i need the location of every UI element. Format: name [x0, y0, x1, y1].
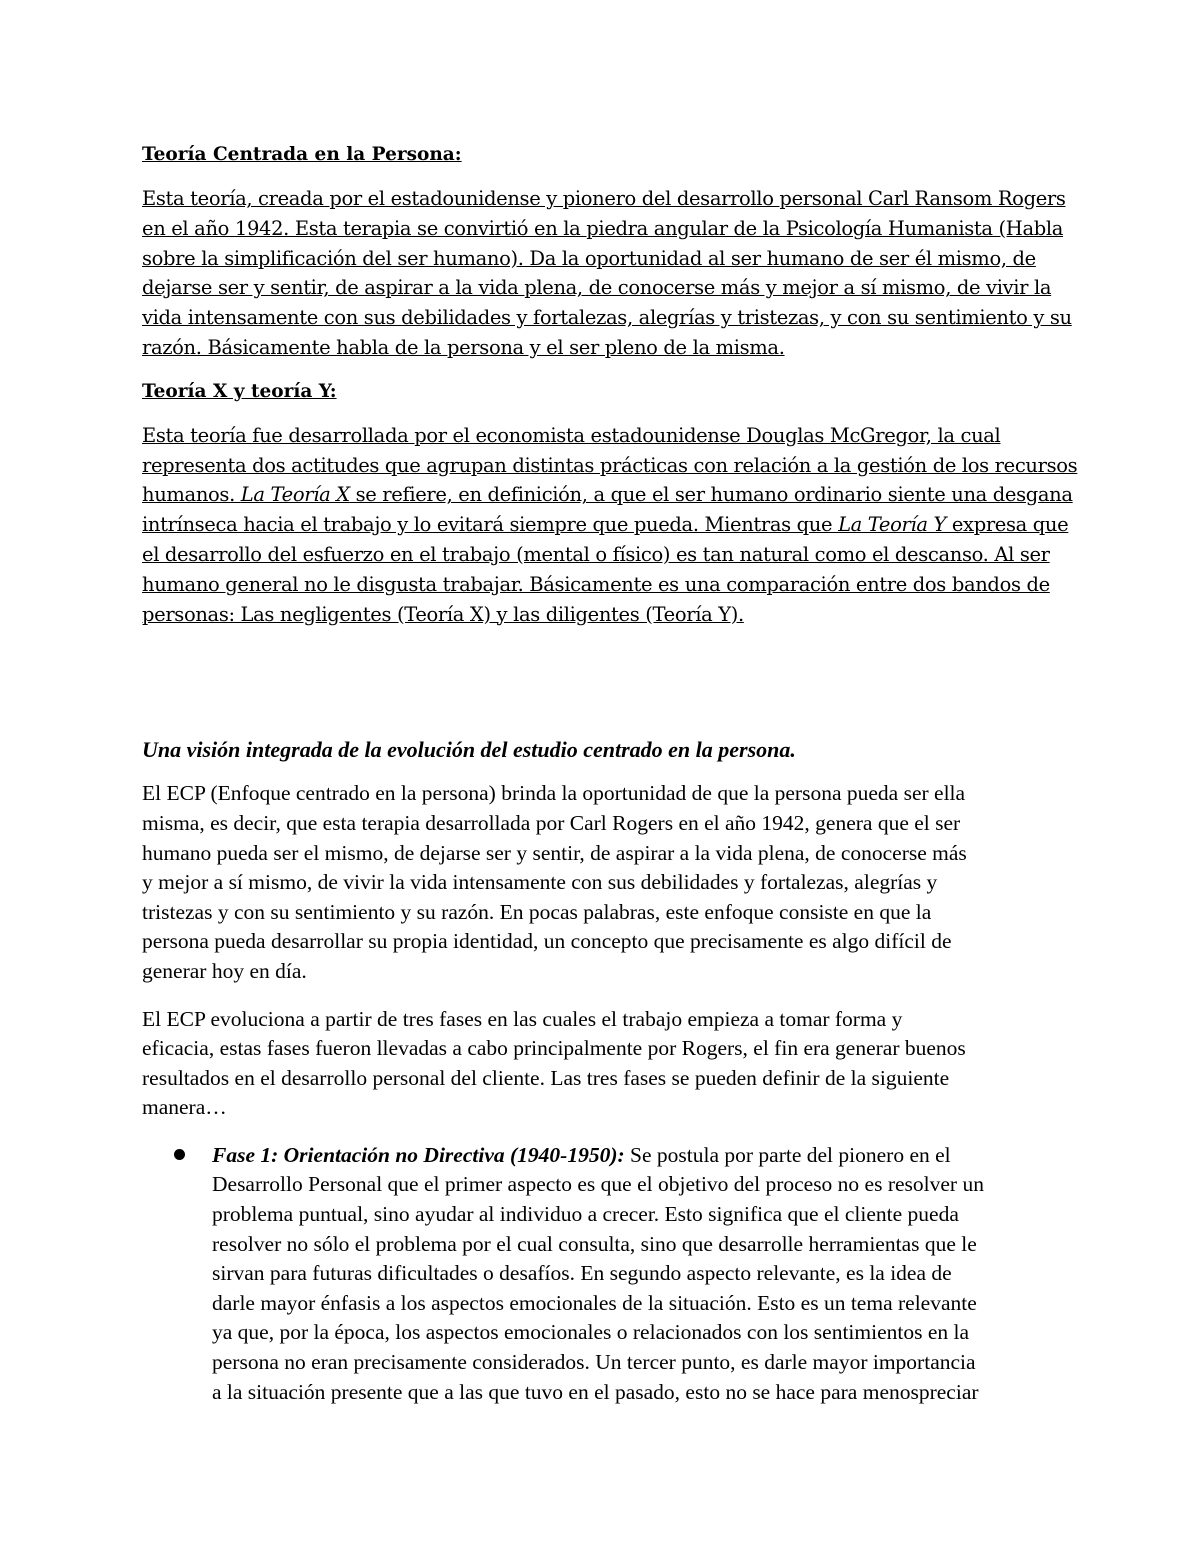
text-fragment: se refiere, en definición, a que el ser humano ordinario siente una desgana — [349, 483, 1073, 507]
emphasis-teoria-x: La Teoría X — [240, 483, 350, 507]
text-line: misma, es decir, que esta terapia desarrollada por Carl Rogers en el año 1942, genera que el ser — [142, 810, 961, 835]
text-line: darle mayor énfasis a los aspectos emocionales de la situación. Esto es un tema relevante — [212, 1290, 977, 1315]
text-line: tristezas y con su sentimiento y su razón. En pocas palabras, este enfoque consiste en que la — [142, 899, 932, 924]
emphasis-teoria-y: La Teoría Y — [838, 513, 947, 537]
text-line: El ECP (Enfoque centrado en la persona) brinda la oportunidad de que la persona pueda ser ella — [142, 781, 966, 806]
text-line: persona no eran precisamente considerados. Un tercer punto, es darle mayor importancia — [212, 1350, 976, 1375]
text-line: sirvan para futuras dificultades o desafíos. En segundo aspecto relevante, es la idea de — [212, 1261, 952, 1286]
text-line: razón. Básicamente habla de la persona y el ser pleno de la misma. — [142, 335, 785, 359]
text-line: ya que, por la época, los aspectos emocionales o relacionados con los sentimientos en la — [212, 1320, 970, 1345]
text-fragment: humanos. — [142, 483, 241, 507]
phase-1-title: Fase 1: Orientación no Directiva (1940-1950): — [212, 1142, 625, 1167]
phases-list — [142, 1141, 1062, 1407]
text-line — [142, 480, 1073, 510]
spacer — [142, 643, 1062, 735]
paragraph-teoria-centrada — [142, 184, 1072, 363]
bullet-icon — [174, 1149, 185, 1160]
text-line: Desarrollo Personal que el primer aspecto es que el objetivo del proceso no es resolver un — [212, 1172, 984, 1197]
paragraph-ecp-fases — [142, 1005, 1062, 1123]
text-line: en el año 1942. Esta terapia se convirtió en la piedra angular de la Psicología Humanista (Habla — [142, 216, 1064, 240]
section-title-vision-integrada: Una visión integrada de la evolución del estudio centrado en la persona. — [142, 737, 796, 763]
text-fragment: intrínseca hacia el trabajo y lo evitará siempre que pueda. Mientras que — [142, 513, 839, 537]
text-line: personas: Las negligentes (Teoría X) y las diligentes (Teoría Y). — [142, 602, 744, 626]
text-line — [212, 1141, 1062, 1171]
text-line: problema puntual, sino ayudar al individuo a crecer. Esto significa que el cliente pueda — [212, 1202, 959, 1227]
text-line: resolver no sólo el problema por el cual consulta, sino que desarrolle herramientas que le — [212, 1231, 977, 1256]
text-line: sobre la simplificación del ser humano). Da la oportunidad al ser humano de ser él mismo, de — [142, 246, 1036, 270]
text-line: vida intensamente con sus debilidades y fortalezas, alegrías y tristezas, y con su sentimiento y su — [142, 306, 1072, 330]
text-line: manera… — [142, 1095, 227, 1120]
text-line: persona pueda desarrollar su propia identidad, un concepto que precisamente es algo difícil de — [142, 929, 952, 954]
text-line: humano pueda ser el mismo, de dejarse ser y sentir, de aspirar a la vida plena, de conocerse más — [142, 840, 967, 865]
heading-teoria-xy: Teoría X y teoría Y: — [142, 380, 337, 402]
text-line: Esta teoría fue desarrollada por el economista estadounidense Douglas McGregor, la cual — [142, 423, 1001, 447]
document-page — [142, 140, 1078, 1407]
text-line — [142, 510, 1069, 540]
list-item-phase-1 — [142, 1141, 1062, 1407]
paragraph-teoria-xy — [142, 421, 1078, 630]
text-line: El ECP evoluciona a partir de tres fases en las cuales el trabajo empieza a tomar forma y — [142, 1006, 903, 1031]
text-line: Esta teoría, creada por el estadounidense y pionero del desarrollo personal Carl Ransom Rogers — [142, 187, 1066, 210]
text-line: dejarse ser y sentir, de aspirar a la vida plena, de conocerse más y mejor a sí mismo, de vivir la — [142, 276, 1052, 300]
text-line: generar hoy en día. — [142, 958, 307, 983]
text-line: eficacia, estas fases fueron llevadas a cabo principalmente por Rogers, el fin era generar buenos — [142, 1036, 966, 1061]
text-line: el desarrollo del esfuerzo en el trabajo (mental o físico) es tan natural como el descanso. Al ser — [142, 542, 1050, 566]
text-line: humano general no le disgusta trabajar. Básicamente es una comparación entre dos bandos de — [142, 572, 1050, 596]
paragraph-ecp-intro — [142, 779, 1062, 986]
text-line: a la situación presente que a las que tuvo en el pasado, esto no se hace para menospreciar — [212, 1379, 979, 1404]
text-line: representa dos actitudes que agrupan distintas prácticas con relación a la gestión de los recursos — [142, 453, 1078, 477]
text-fragment: Se postula por parte del pionero en el — [624, 1142, 951, 1167]
text-line: resultados en el desarrollo personal del cliente. Las tres fases se pueden definir de la siguiente — [142, 1065, 950, 1090]
text-fragment: expresa que — [946, 513, 1069, 537]
heading-teoria-centrada: Teoría Centrada en la Persona: — [142, 144, 462, 165]
text-line: y mejor a sí mismo, de vivir la vida intensamente con sus debilidades y fortalezas, alegrías y — [142, 870, 938, 895]
